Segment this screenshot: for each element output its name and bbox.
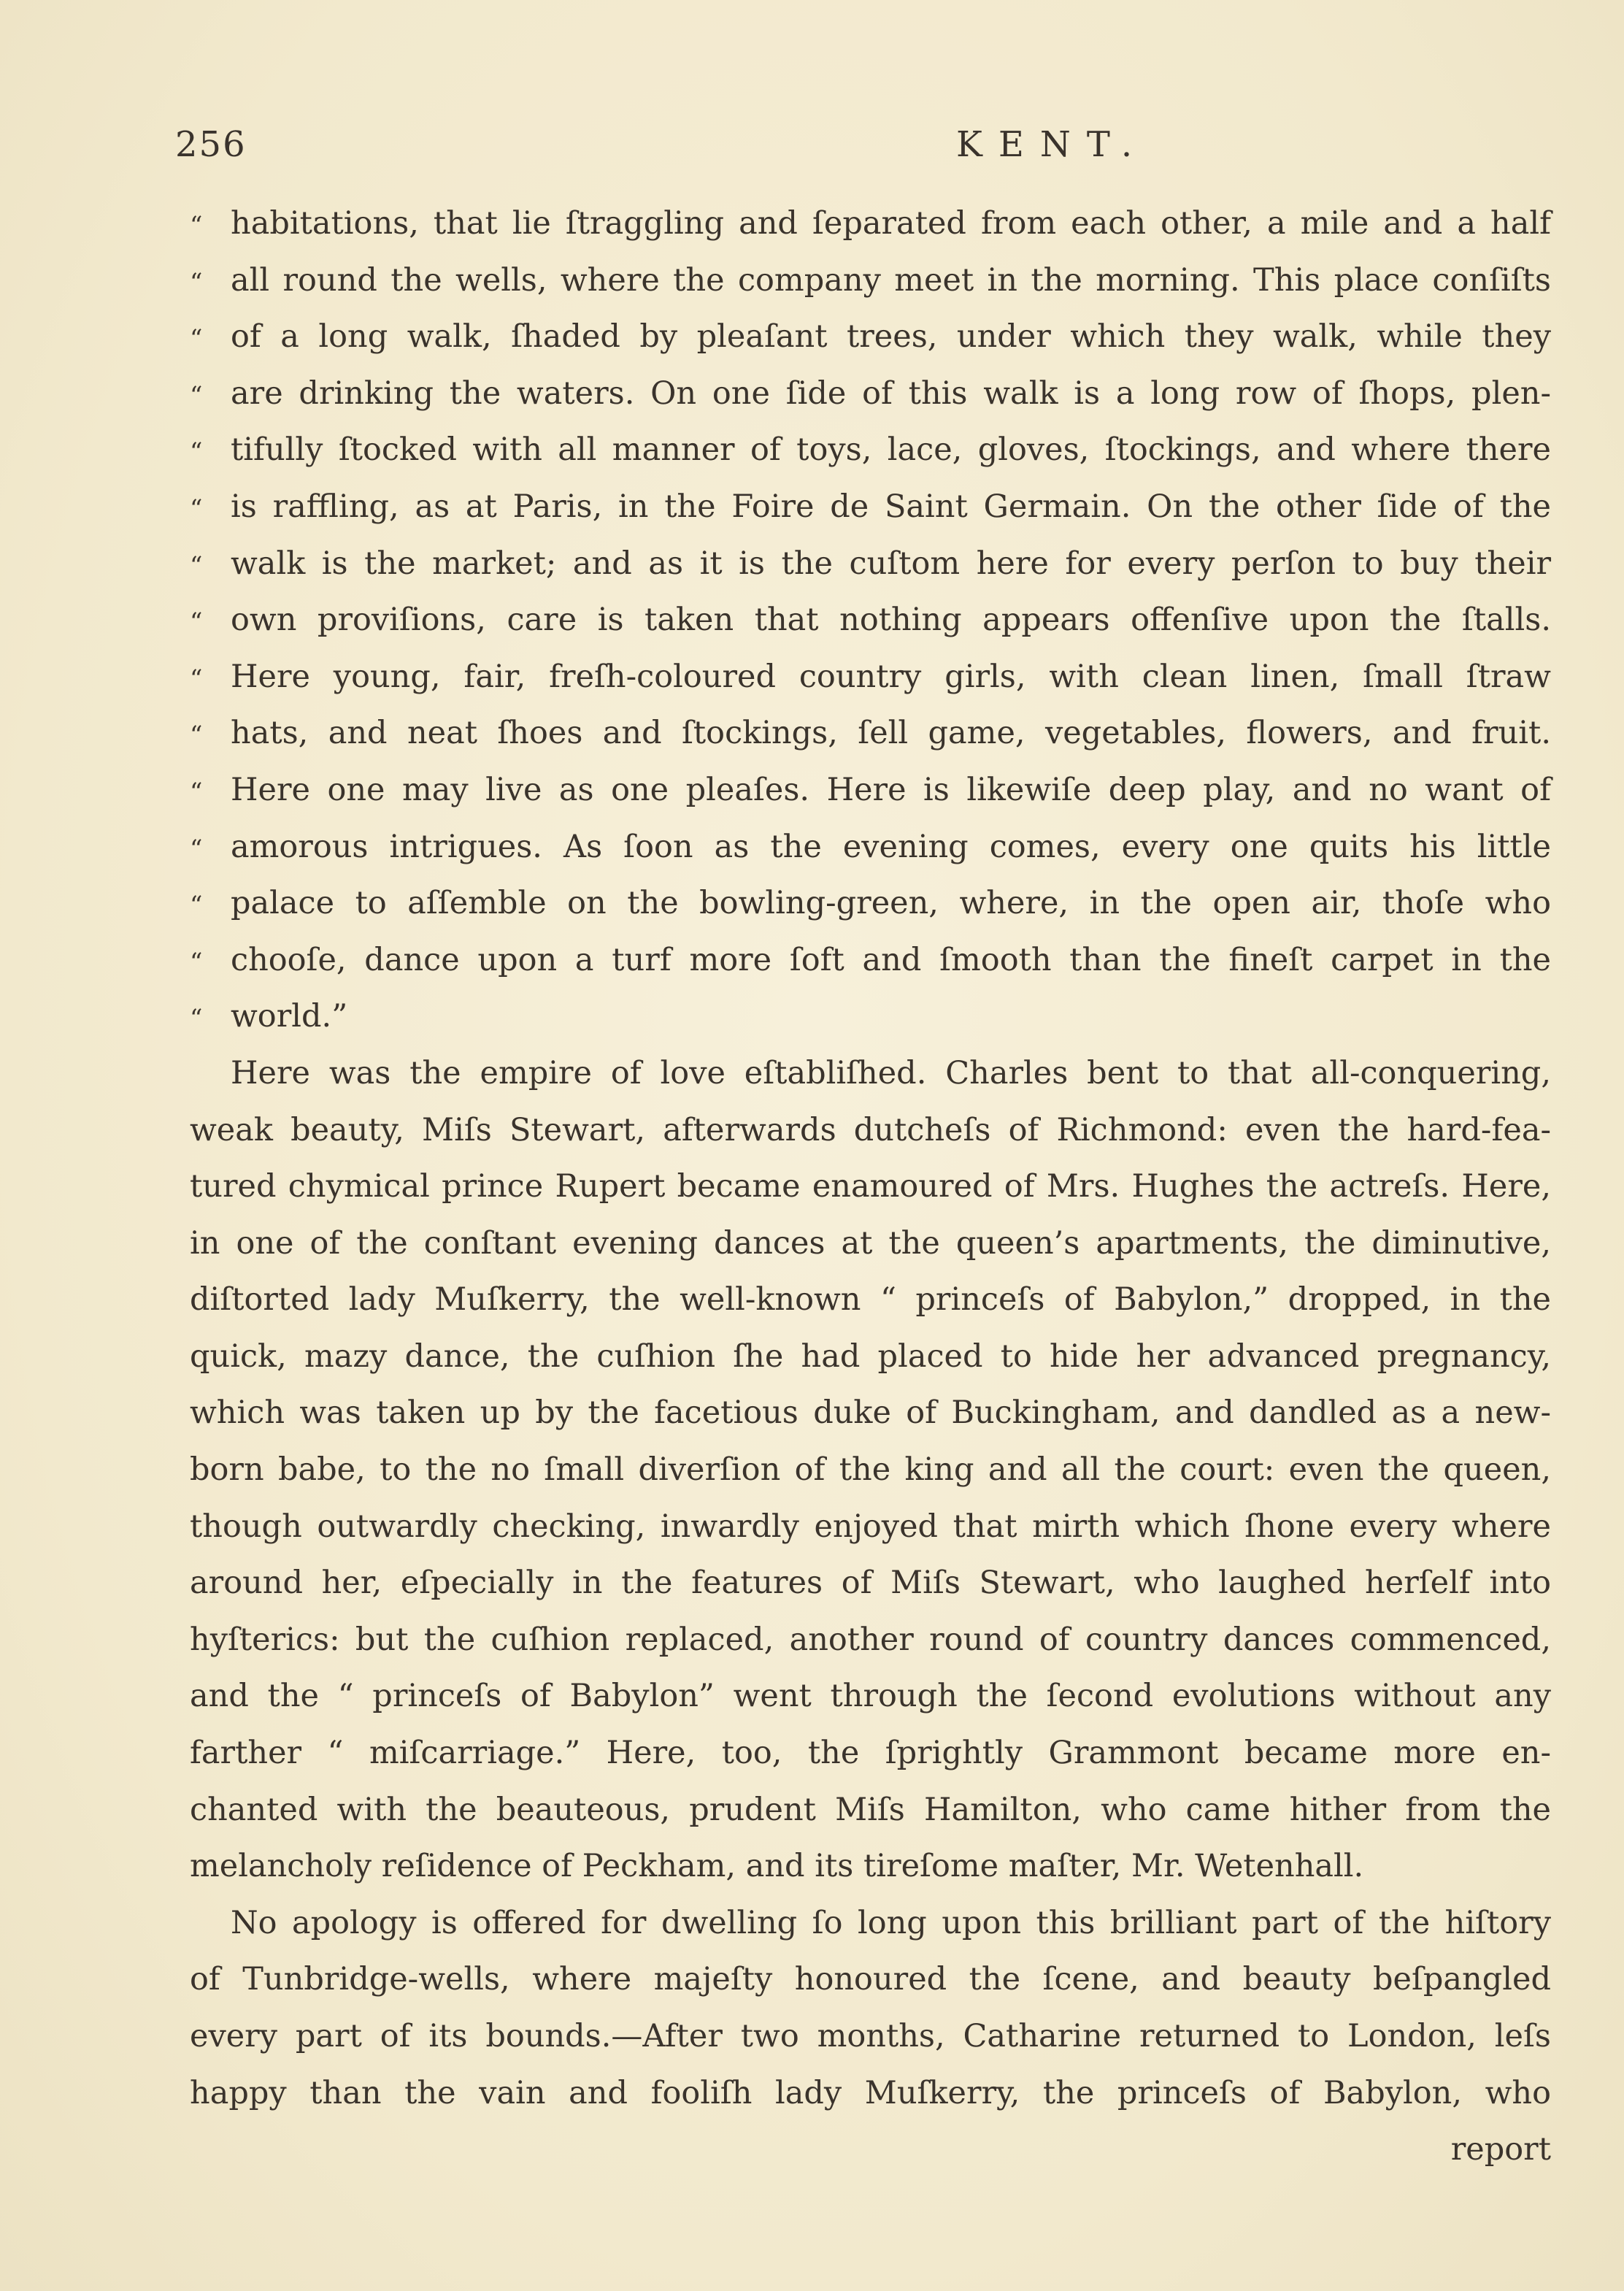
quote-mark: “ xyxy=(190,1004,203,1034)
paragraph-line: chanted with the beauteous, prudent Miſs Hamilton, who came hither from the xyxy=(190,1791,1551,1828)
paragraph-line: No apology is offered for dwelling ſo long upon this brilliant part of the hiſtory xyxy=(231,1904,1551,1941)
paragraph-line: melancholy reſidence of Peckham, and its tireſome maſter, Mr. Wetenhall. xyxy=(190,1848,1364,1885)
quote-line-text: own proviſions, care is taken that nothing appears offenſive upon the ſtalls. xyxy=(231,602,1551,639)
quote-line xyxy=(190,309,1551,366)
quote-line xyxy=(190,649,1551,706)
quote-line-text: Here one may live as one pleaſes. Here is likewiſe deep play, and no want of xyxy=(231,771,1551,808)
paragraph-line: diſtorted lady Muſkerry, the well-known “ princeſs of Babylon,” dropped, in the xyxy=(190,1281,1551,1319)
quote-line-text: Here young, fair, freſh-coloured country girls, with clean linen, ſmall ſtraw xyxy=(231,658,1551,695)
paragraph-line: in one of the conſtant evening dances at the queen’s apartments, the diminutive, xyxy=(190,1224,1551,1262)
quote-line xyxy=(190,762,1551,819)
quote-line xyxy=(190,592,1551,649)
quote-line xyxy=(190,479,1551,536)
quote-mark: “ xyxy=(190,494,203,523)
quote-mark: “ xyxy=(190,834,203,864)
quote-mark: “ xyxy=(190,437,203,467)
quote-line-text: world.” xyxy=(231,998,348,1035)
quote-line-text: are drinking the waters. On one ſide of this walk is a long row of ſhops, plen- xyxy=(231,375,1551,412)
catchword: report xyxy=(1450,2131,1551,2168)
quote-mark: “ xyxy=(190,607,203,637)
quote-line-text: habitations, that lie ſtraggling and ſeparated from each other, a mile and a half xyxy=(231,205,1551,242)
paragraph-line: Here was the empire of love eſtabliſhed. Charles bent to that all-conquering, xyxy=(231,1054,1551,1091)
quote-line xyxy=(190,422,1551,479)
paragraph-line: happy than the vain and fooliſh lady Muſkerry, the princeſs of Babylon, who xyxy=(190,2074,1551,2111)
quote-line xyxy=(190,253,1551,310)
quote-line xyxy=(190,819,1551,876)
page-header xyxy=(175,124,1547,183)
paragraph-line: around her, eſpecially in the features of Miſs Stewart, who laughed herſelf into xyxy=(190,1565,1551,1602)
paragraph-line: weak beauty, Miſs Stewart, afterwards dutcheſs of Richmond: even the hard-fea- xyxy=(190,1111,1551,1148)
quote-mark: “ xyxy=(190,664,203,694)
paragraph-line: born babe, to the no ſmall diverſion of the king and all the court: even the queen, xyxy=(190,1451,1551,1489)
paragraph-line: hyſterics: but the cuſhion replaced, another round of country dances commenced, xyxy=(190,1621,1551,1658)
paragraph-line: which was taken up by the facetious duke of Buckingham, and dandled as a new- xyxy=(190,1394,1551,1432)
quote-mark: “ xyxy=(190,380,203,410)
quote-mark: “ xyxy=(190,267,203,297)
quote-line xyxy=(190,989,1551,1045)
quote-mark: “ xyxy=(190,777,203,807)
paragraph-line: tured chymical prince Rupert became enamoured of Mrs. Hughes the actreſs. Here, xyxy=(190,1168,1551,1205)
quote-mark: “ xyxy=(190,211,203,240)
paragraph-line: and the “ princeſs of Babylon” went through the ſecond evolutions without any xyxy=(190,1678,1551,1715)
page-number: 256 xyxy=(175,124,247,165)
paragraph-line: though outwardly checking, inwardly enjoyed that mirth which ſhone every where xyxy=(190,1508,1551,1545)
quote-line-text: chooſe, dance upon a turf more ſoft and ſmooth than the fineſt carpet in the xyxy=(231,941,1551,978)
quote-line-text: hats, and neat ſhoes and ſtockings, ſell game, vegetables, flowers, and fruit. xyxy=(231,715,1551,752)
quote-line xyxy=(190,196,1551,253)
quote-line-text: walk is the market; and as it is the cuſtom here for every perſon to buy their xyxy=(231,545,1551,582)
paragraph-line: quick, mazy dance, the cuſhion ſhe had placed to hide her advanced pregnancy, xyxy=(190,1338,1551,1375)
paragraph-line: farther “ miſcarriage.” Here, too, the ſprightly Grammont became more en- xyxy=(190,1735,1551,1772)
quote-line xyxy=(190,536,1551,593)
paragraph-empire-of-love xyxy=(190,1045,1551,1895)
quote-mark: “ xyxy=(190,721,203,751)
paragraph-line: of Tunbridge-wells, where majeſty honoured the ſcene, and beauty beſpangled xyxy=(190,1961,1551,1998)
quote-line-text: is raffling, as at Paris, in the Foire de Saint Germain. On the other ſide of the xyxy=(231,488,1551,525)
quote-line xyxy=(190,705,1551,762)
quote-mark: “ xyxy=(190,947,203,977)
running-head: KENT. xyxy=(956,124,1149,165)
quote-line-text: tifully ſtocked with all manner of toys, lace, gloves, ſtockings, and where there xyxy=(231,431,1551,469)
quote-mark: “ xyxy=(190,891,203,921)
quote-mark: “ xyxy=(190,324,203,354)
quote-line xyxy=(190,875,1551,932)
paragraph-line: every part of its bounds.—After two months, Catharine returned to London, leſs xyxy=(190,2018,1551,2054)
quote-line-text: amorous intrigues. As ſoon as the evening comes, every one quits his little xyxy=(231,828,1551,865)
quote-line-text: all round the wells, where the company meet in the morning. This place conſiſts xyxy=(231,261,1551,299)
quotation xyxy=(190,196,1551,1045)
text-block xyxy=(190,196,1551,2179)
quote-line xyxy=(190,932,1551,989)
paragraph-no-apology xyxy=(190,1895,1551,2122)
quote-line-text: of a long walk, ſhaded by pleaſant trees, under which they walk, while they xyxy=(231,318,1551,356)
quote-line xyxy=(190,366,1551,423)
quote-mark: “ xyxy=(190,550,203,580)
quote-line-text: palace to aſſemble on the bowling-green, where, in the open air, thoſe who xyxy=(231,885,1551,922)
